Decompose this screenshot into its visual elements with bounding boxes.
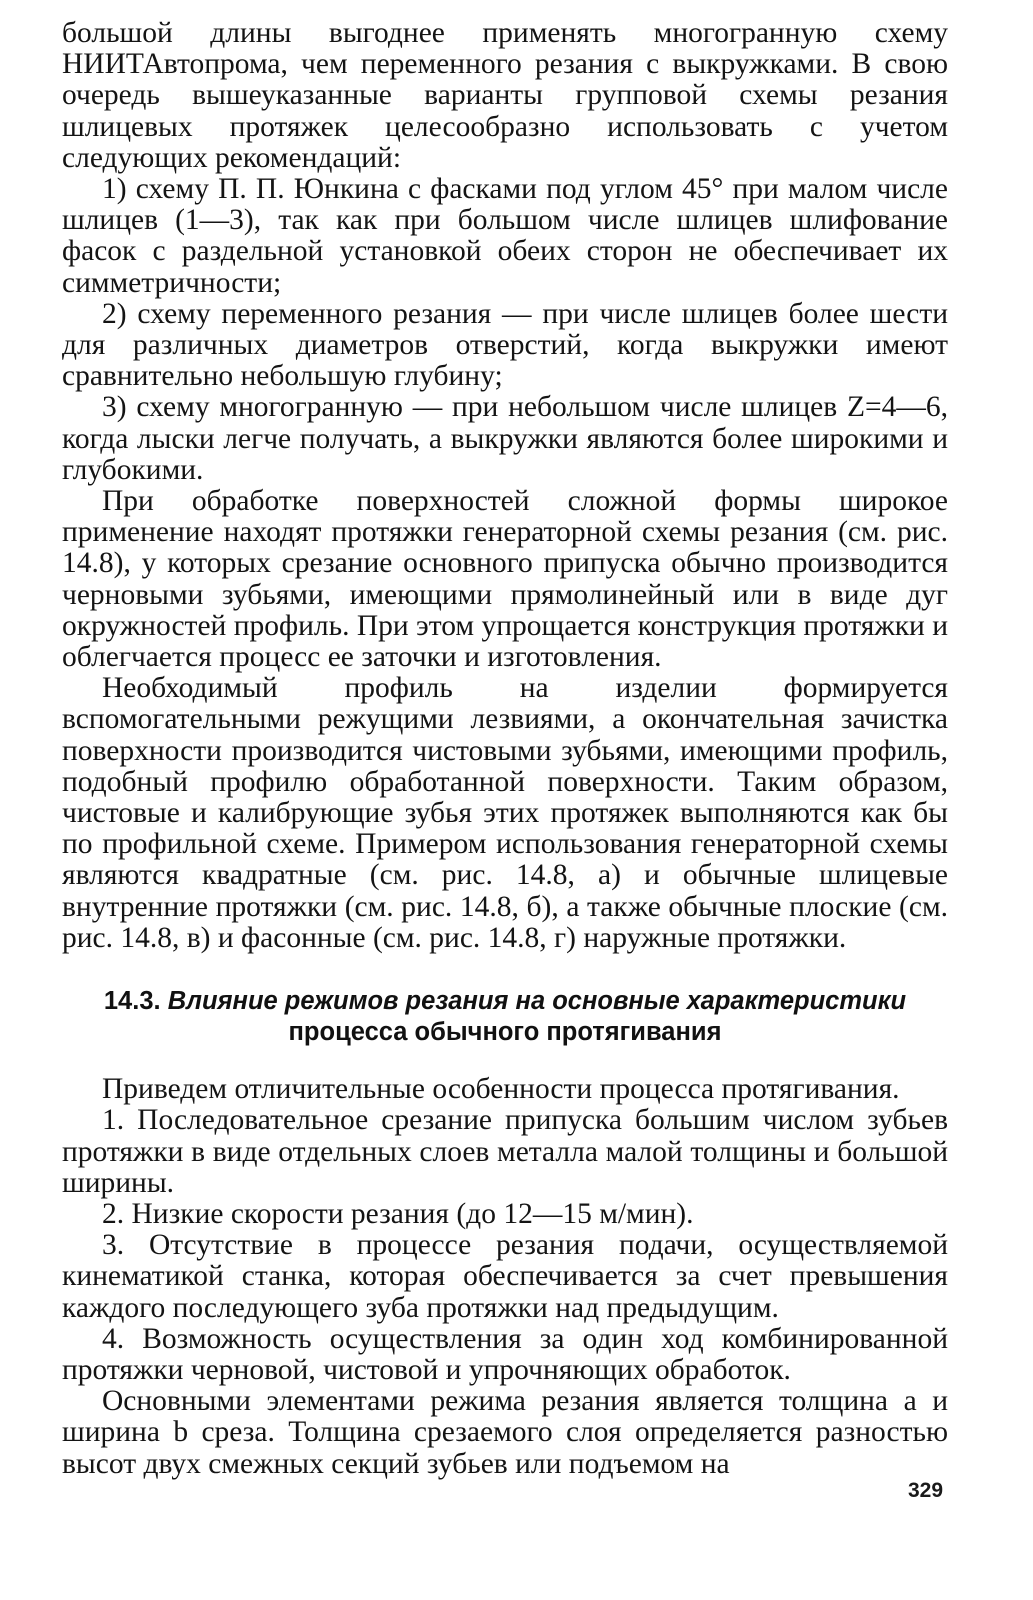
section-title-line1: Влияние режимов резания на основные характеристики: [167, 987, 907, 1016]
paragraph-1: большой длины выгоднее применять многогранную схему НИИТАвтопрома, чем переменного резания с выкружками. В свою очередь вышеуказанные варианты групповой схемы резания шлицевых протяжек целесообразно использовать с учетом следующих рекомендаций:: [62, 17, 948, 174]
paragraph-10: 3. Отсутствие в процессе резания подачи, осуществляемой кинематикой станка, которая обеспечивается за счет превышения каждого последующего зуба протяжки над предыдущим.: [62, 1229, 948, 1324]
section-heading: [62, 986, 948, 1048]
section-number: 14.3.: [103, 987, 161, 1016]
paragraph-9: 2. Низкие скорости резания (до 12—15 м/мин).: [102, 1197, 694, 1230]
paragraph-12: Основными элементами режима резания является толщина a и ширина b среза. Толщина срезаемого слоя определяется разностью высот двух смежных секций зубьев или подъемом на: [62, 1385, 948, 1480]
paragraph-8: 1. Последовательное срезание припуска большим числом зубьев протяжки в виде отдельных слоев металла малой толщины и большой ширины.: [62, 1104, 948, 1199]
paragraph-7: Приведем отличительные особенности процесса протягивания.: [102, 1073, 900, 1106]
paragraph-6: Необходимый профиль на изделии формируется вспомогательными режущими лезвиями, а окончательная зачистка поверхности производится чистовыми зубьями, имеющими профиль, подобный профилю обработанной поверхности. Таким образом, чистовые и калибрующие зубья этих протяжек выполняются как бы по профильной схеме. Примером использования генераторной схемы являются квадратные (см. рис. 14.8, а) и обычные шлицевые внутренние протяжки (см. рис. 14.8, б), а также обычные плоские (см. рис. 14.8, в) и фасонные (см. рис. 14.8, г) наружные протяжки.: [62, 672, 948, 954]
page-number: 329: [908, 1479, 944, 1502]
paragraph-11: 4. Возможность осуществления за один ход комбинированной протяжки черновой, чистовой и упрочняющих обработок.: [62, 1322, 948, 1386]
section-title-line2: процесса обычного протягивания: [288, 1018, 722, 1047]
paragraph-4: 3) схему многогранную — при небольшом числе шлицев Z=4—6, когда лыски легче получать, а выкружки являются более широкими и глубокими.: [62, 391, 948, 486]
paragraph-3: 2) схему переменного резания — при числе шлицев более шести для различных диаметров отверстий, когда выкружки имеют сравнительно небольшую глубину;: [62, 297, 948, 393]
page-body: [62, 18, 948, 1480]
paragraph-2: 1) схему П. П. Юнкина с фасками под углом 45° при малом числе шлицев (1—3), так как при большом числе шлицев шлифование фасок с раздельной установкой обеих сторон не обеспечивает их симметричности;: [62, 173, 948, 299]
paragraph-5: При обработке поверхностей сложной формы широкое применение находят протяжки генераторной схемы резания (см. рис. 14.8), у которых срезание основного припуска обычно производится черновыми зубьями, имеющими прямолинейный или в виде дуг окружностей профиль. При этом упрощается конструкция протяжки и облегчается процесс ее заточки и изготовления.: [62, 485, 948, 674]
